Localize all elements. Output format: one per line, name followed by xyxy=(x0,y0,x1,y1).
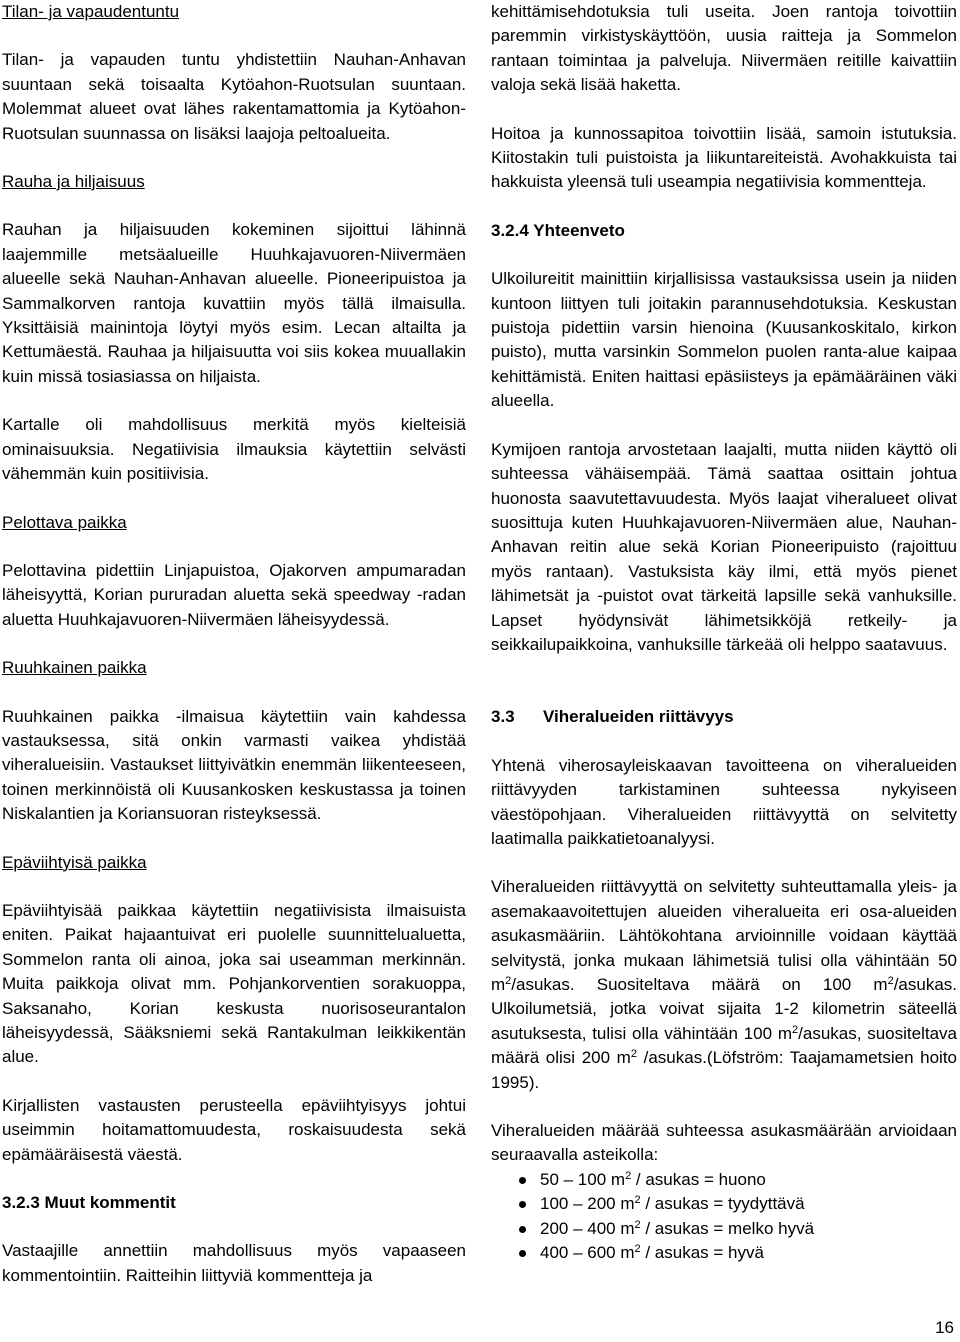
right-column xyxy=(491,0,957,1265)
left-column xyxy=(2,0,466,1288)
list-item: 50 – 100 $m^2$ / asukas = huono xyxy=(491,1168,957,1192)
paragraph-continuation-2: Hoitoa ja kunnossapitoa toivottiin lisää, samoin istutuksia. Kiitostakin tuli puistoista ja liikuntareiteistä. Avohakkuista tai hakkuista yleensä tuli useampia negatiivisia kommentteja. xyxy=(491,123,957,192)
list-item: 100 – 200 $m^2$ / asukas = tyydyttävä xyxy=(491,1192,957,1216)
heading-muut-kommentit: 3.2.3 Muut kommentit xyxy=(2,1193,176,1213)
scale-list xyxy=(491,1168,957,1266)
paragraph-continuation-1: kehittämisehdotuksia tuli useita. Joen rantoja toivottiin paremmin virkistyskäyttöön, uusia raitteja ja Sommelon rantaan toimintaa ja palveluja. Niivermäen reitille kaivattiin valoja sekä lisää haketta. xyxy=(491,2,957,95)
heading-section-3-3 xyxy=(491,705,957,729)
heading-epaviihtyisa: Epäviihtyisä paikka xyxy=(2,852,147,872)
section-number: 3.3 xyxy=(491,707,515,727)
paragraph-yhteenveto-2: Kymijoen rantoja arvostetaan laajalti, mutta niiden käyttö oli suhteessa vähäisempää. Tämä saattaa osittain johtua huonosta saavutettavuudesta. Myös laajat viheralueet olivat suosittuja kuten Huuhkajavuoren-Niivermäen alue, Nauhan-Anhavan reitin alue sekä Korian Pioneeripuisto (rajoittuu myös rantaan). Vastuksista käy ilmi, että myös pienet lähimetsät ja -puistot ovat tärkeitä lapsille sekä vanhuksille. Lapset hyödynsivät lähimetsikköjä retkeily- ja seikkailupaikkoina, vanhuksille tärkeää oli helppo saatavuus. xyxy=(491,439,957,654)
paragraph-ruuhkainen: Ruuhkainen paikka -ilmaisua käytettiin vain kahdessa vastauksessa, sitä onkin varmasti vaikea yhdistää viheralueisiin. Vastaukset liittyivätkin enemmän liikenteeseen, toinen merkinnöistä oli Kuusankosken keskustassa ja toinen Niskalantien ja Koriansuoran risteyksessä. xyxy=(2,706,466,824)
paragraph-muut-kommentit: Vastaajille annettiin mahdollisuus myös vapaaseen kommentointiin. Raitteihin liittyviä kommentteja ja xyxy=(2,1241,466,1285)
paragraph-epaviihtyisa-1: Epäviihtyisää paikkaa käytettiin negatiivisista ilmaisuista eniten. Paikat hajaantuivat eri puolelle suunnittelualuetta, Sommelon ranta oli ainoa, joka sai useamman merkinnän. Muita paikkoja olivat mm. Pohjankorventien sorakuoppa, Saksanaho, Korian keskusta nuorisoseurantalon läheisyydessä, Sääksniemi sekä Rantakulman leikkikentän alue. xyxy=(2,900,466,1067)
list-item: 200 – 400 $m^2$ / asukas = melko hyvä xyxy=(491,1217,957,1241)
paragraph-yhteenveto-1: Ulkoilureitit mainittiin kirjallisissa vastauksissa usein ja niiden kuntoon liittyen tuli joitakin parannusehdotuksia. Keskustan puistoja pidettiin varsin hienoina (Kuusankoskitalo, kirkon puisto), mutta varsinkin Sommelon puolen ranta-alue kaipaa kehittämistä. Eniten haittasi epäsiisteys ja epämääräinen väki alueella. xyxy=(491,269,957,411)
paragraph-rauha-2: Kartalle oli mahdollisuus merkitä myös kielteisiä ominaisuuksia. Negatiivisia ilmauksia käytettiin selvästi vähemmän kuin positiivisia. xyxy=(2,415,466,484)
paragraph-rauha-1: Rauhan ja hiljaisuuden kokeminen sijoittui lähinnä laajemmille metsäalueille Huuhkajavuoren-Niivermäen alueelle sekä Nauhan-Anhavan alueelle. Pioneeripuistoa ja Sammalkorven rantoja kuvattiin myös tällä ilmaisulla. Yksittäisiä mainintoja löytyi myös esim. Lecan altailta ja Kettumäestä. Rauhaa ja hiljaisuutta voi siis kokea muuallakin kuin missä tosiasiassa on hiljaista. xyxy=(2,220,466,386)
heading-yhteenveto: 3.2.4 Yhteenveto xyxy=(491,220,625,240)
paragraph-pelottava: Pelottavina pidettiin Linjapuistoa, Ojakorven ampumaradan läheisyyttä, Korian pururadan aluetta sekä speedway -radan aluetta Huuhkajavuoren-Niivermäen läheisyydessä. xyxy=(2,560,466,629)
heading-rauha: Rauha ja hiljaisuus xyxy=(2,172,145,192)
paragraph-3-3-1: Yhtenä viherosayleiskaavan tavoitteena on viheralueiden riittävyyden tarkistaminen suhteessa nykyiseen väestöpohjaan. Viheralueiden riittävyyttä on selvitetty laatimalla paikkatietoanalyysi. xyxy=(491,755,957,848)
paragraph-3-3-3: Viheralueiden määrää suhteessa asukasmäärään arvioidaan seuraavalla asteikolla: xyxy=(491,1121,957,1165)
page-number: 16 xyxy=(935,1318,954,1337)
heading-ruuhkainen: Ruuhkainen paikka xyxy=(2,658,147,678)
section-title: Viheralueiden riittävyys xyxy=(543,707,734,727)
paragraph-vapaudentuntu: Tilan- ja vapauden tuntu yhdistettiin Nauhan-Anhavan suuntaan sekä toisaalta Kytöahon-Ruotsulan suuntaan. Molemmat alueet ovat lähes rakentamattomia ja Kytöahon-Ruotsulan suunnassa on lisäksi laajoja peltoalueita. xyxy=(2,50,466,143)
paragraph-3-3-2: Viheralueiden riittävyyttä on selvitetty suhteuttamalla yleis- ja asemakaavoitettujen alueiden viheralueita eri osa-alueiden asukasmääriin. Lähtökohtana arvioinnille voidaan käyttää selvitystä, jonka mukaan lähimetsiä tulisi olla vähintään 50 $m^2$/asukas. Suositeltava määrä on 100 $m^2$/asukas. Ulkoilumetsiä, jotka voivat sijaita 1-2 kilometrin säteellä asutuksesta, tulisi olla vähintään 100 $m^2$/asukas, suositeltava määrä olisi 200 $m^2$ /asukas.(Löfström: Taajamametsien hoito 1995). xyxy=(491,877,957,1092)
paragraph-epaviihtyisa-2: Kirjallisten vastausten perusteella epäviihtyisyys johtui useimmin hoitamattomuudesta, roskaisuudesta sekä epämääräisestä väestä. xyxy=(2,1095,466,1164)
heading-pelottava: Pelottava paikka xyxy=(2,512,127,532)
list-item: 400 – 600 $m^2$ / asukas = hyvä xyxy=(491,1241,957,1265)
heading-vapaudentuntu: Tilan- ja vapaudentuntu xyxy=(2,2,180,21)
